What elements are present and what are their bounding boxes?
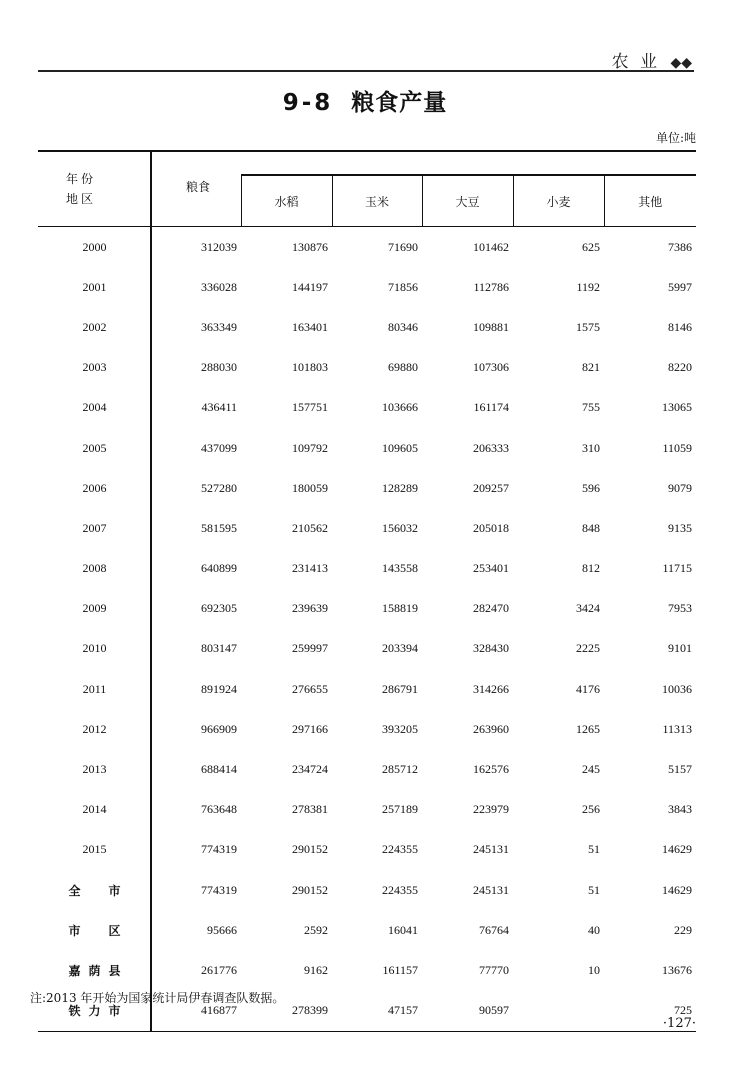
table-cell: 206333 <box>473 440 509 455</box>
table-cell: 51 <box>588 842 600 857</box>
table-cell: 163401 <box>292 319 328 334</box>
table-cell: 10036 <box>662 681 693 696</box>
table-cell: 210562 <box>292 520 328 535</box>
header-rule <box>38 70 694 72</box>
table-cell: 527280 <box>151 468 241 508</box>
table-cell: 162576 <box>473 762 509 777</box>
row-label: 2009 <box>82 601 107 616</box>
table-cell: 77770 <box>479 962 509 977</box>
table-cell: 245 <box>582 762 600 777</box>
column-header-other: 其他 <box>604 175 696 227</box>
row-label: 2010 <box>82 641 107 656</box>
table-cell: 239639 <box>292 601 328 616</box>
table-cell: 314266 <box>473 681 509 696</box>
table-cell: 71856 <box>388 279 418 294</box>
table-cell: 11313 <box>662 721 693 736</box>
table-cell: 95666 <box>151 910 241 950</box>
diamond-icon: ◆◆ <box>670 55 692 71</box>
stub-year-label: 年 份 <box>66 172 94 186</box>
table-row <box>38 549 696 589</box>
table-cell: 13676 <box>662 962 693 977</box>
table-cell: 278381 <box>292 802 328 817</box>
table-cell: 103666 <box>382 400 418 415</box>
table-cell: 9079 <box>668 480 693 495</box>
table-cell: 112786 <box>473 279 509 294</box>
table-cell: 436411 <box>151 388 241 428</box>
table-row <box>38 910 696 950</box>
table-cell: 2592 <box>304 922 328 937</box>
table-cell: 14629 <box>662 842 693 857</box>
row-label: 2006 <box>82 480 107 495</box>
table-cell: 259997 <box>292 641 328 656</box>
stub-header <box>38 151 151 227</box>
table-cell: 966909 <box>151 709 241 749</box>
table-cell: 7386 <box>668 239 693 254</box>
grain-output-table <box>38 150 696 1032</box>
table-cell: 11715 <box>662 561 693 576</box>
table-cell: 7953 <box>668 601 693 616</box>
table-cell: 282470 <box>473 601 509 616</box>
table-cell: 76764 <box>479 922 509 937</box>
table-cell: 821 <box>582 360 600 375</box>
region-label-text: 嘉荫县 <box>68 963 121 978</box>
table-cell: 3424 <box>576 601 600 616</box>
table-cell: 2225 <box>576 641 600 656</box>
table-cell: 101803 <box>292 360 328 375</box>
table-cell: 755 <box>582 400 600 415</box>
table-cell: 161157 <box>382 962 418 977</box>
table-cell: 9135 <box>668 520 693 535</box>
table-cell: 688414 <box>151 749 241 789</box>
table-cell: 14629 <box>662 882 693 897</box>
table-cell: 231413 <box>292 561 328 576</box>
row-label: 2007 <box>82 520 107 535</box>
column-header-corn: 玉米 <box>332 175 422 227</box>
region-label-text: 全 市 <box>68 883 121 898</box>
section-title: 农 业 <box>611 52 661 72</box>
table-cell: 437099 <box>151 428 241 468</box>
region-label-text: 铁力市 <box>68 1004 121 1019</box>
table-cell: 180059 <box>292 480 328 495</box>
row-label: 2014 <box>82 802 107 817</box>
table-cell: 256 <box>582 802 600 817</box>
table-cell: 9162 <box>304 962 328 977</box>
table-cell: 1265 <box>576 721 600 736</box>
table-cell: 285712 <box>382 762 418 777</box>
table-cell: 109792 <box>292 440 328 455</box>
table-cell: 229 <box>674 922 693 937</box>
table-cell: 393205 <box>382 721 418 736</box>
table-cell: 263960 <box>473 721 509 736</box>
table-cell: 234724 <box>292 762 328 777</box>
table-cell: 10 <box>588 962 600 977</box>
row-label: 2011 <box>82 681 107 696</box>
row-label: 2000 <box>82 239 107 254</box>
table-cell: 312039 <box>151 227 241 268</box>
table-row <box>38 508 696 548</box>
table-row <box>38 830 696 870</box>
table-row <box>38 428 696 468</box>
table-cell: 203394 <box>382 641 418 656</box>
table-cell: 107306 <box>473 360 509 375</box>
table-cell: 9101 <box>668 641 693 656</box>
table-cell: 297166 <box>292 721 328 736</box>
table-row <box>38 348 696 388</box>
table-row <box>38 669 696 709</box>
table-cell: 101462 <box>473 239 509 254</box>
table-row <box>38 790 696 830</box>
table-cell <box>513 991 604 1032</box>
header-top-band <box>241 151 696 175</box>
row-label: 2001 <box>82 279 107 294</box>
table-cell: 581595 <box>151 508 241 548</box>
table-cell: 90597 <box>422 991 513 1032</box>
table-cell: 13065 <box>662 400 693 415</box>
table-cell: 3843 <box>668 802 693 817</box>
row-label <box>38 950 151 990</box>
table-row <box>38 629 696 669</box>
table-row <box>38 589 696 629</box>
table-cell: 848 <box>582 520 600 535</box>
row-label: 2008 <box>82 561 107 576</box>
table-cell: 143558 <box>382 561 418 576</box>
table-cell: 763648 <box>151 790 241 830</box>
table-title: 粮食产量 <box>351 90 448 116</box>
row-label: 2005 <box>82 440 107 455</box>
table-cell: 261776 <box>151 950 241 990</box>
footnote: 注:2013 年开始为国家统计局伊春调查队数据。 <box>30 991 285 1005</box>
column-header-rice: 水稻 <box>241 175 332 227</box>
table-cell: 51 <box>588 882 600 897</box>
table-cell: 11059 <box>662 440 693 455</box>
table-cell: 253401 <box>473 561 509 576</box>
table-cell: 161174 <box>473 400 509 415</box>
table-cell: 328430 <box>473 641 509 656</box>
table-cell: 812 <box>582 561 600 576</box>
table-row <box>38 870 696 910</box>
table-cell: 363349 <box>151 307 241 347</box>
row-label: 2013 <box>82 762 107 777</box>
table-cell: 625 <box>582 239 600 254</box>
table-cell: 803147 <box>151 629 241 669</box>
table-row <box>38 227 696 268</box>
table-cell: 47157 <box>332 991 422 1032</box>
table-cell: 209257 <box>473 480 509 495</box>
table-cell: 725 <box>604 991 696 1032</box>
table-cell: 144197 <box>292 279 328 294</box>
section-header <box>612 47 692 72</box>
table-body <box>38 227 696 1032</box>
table-cell: 205018 <box>473 520 509 535</box>
table-cell: 336028 <box>151 267 241 307</box>
column-header-soybean: 大豆 <box>422 175 513 227</box>
region-label-text: 市 区 <box>68 923 121 938</box>
row-label: 2002 <box>82 319 107 334</box>
table-cell: 286791 <box>382 681 418 696</box>
table-cell: 288030 <box>151 348 241 388</box>
table-cell: 1192 <box>576 279 600 294</box>
table-cell: 109605 <box>382 440 418 455</box>
table-row <box>38 388 696 428</box>
table-cell: 109881 <box>473 319 509 334</box>
column-header-wheat: 小麦 <box>513 175 604 227</box>
table-cell: 596 <box>582 480 600 495</box>
table-cell: 416877 <box>151 991 241 1032</box>
table-row <box>38 709 696 749</box>
row-label: 2015 <box>82 842 107 857</box>
table-cell: 40 <box>588 922 600 937</box>
table-cell: 640899 <box>151 549 241 589</box>
table-cell: 8146 <box>668 319 693 334</box>
grain-column-header: 粮食 <box>151 151 241 227</box>
table-cell: 1575 <box>576 319 600 334</box>
table-cell: 5997 <box>668 279 693 294</box>
table-cell: 5157 <box>668 762 693 777</box>
page-title <box>0 84 730 117</box>
table-row <box>38 950 696 990</box>
table-cell: 223979 <box>473 802 509 817</box>
table-cell: 128289 <box>382 480 418 495</box>
row-label <box>38 870 151 910</box>
table-cell: 157751 <box>292 400 328 415</box>
table-cell: 290152 <box>292 842 328 857</box>
table-cell: 80346 <box>388 319 418 334</box>
table-cell: 276655 <box>292 681 328 696</box>
table-cell: 692305 <box>151 589 241 629</box>
table-cell: 257189 <box>382 802 418 817</box>
table-cell: 278399 <box>241 991 332 1032</box>
table-cell: 774319 <box>151 830 241 870</box>
page-number: ·127· <box>662 1016 696 1031</box>
table-cell: 224355 <box>382 882 418 897</box>
table-cell: 290152 <box>292 882 328 897</box>
table-cell: 158819 <box>382 601 418 616</box>
table-cell: 774319 <box>151 870 241 910</box>
table-number: 9-8 <box>282 90 334 116</box>
table-cell: 156032 <box>382 520 418 535</box>
table-cell: 69880 <box>388 360 418 375</box>
table-row <box>38 468 696 508</box>
table-row <box>38 307 696 347</box>
row-label: 2003 <box>82 360 107 375</box>
stub-region-label: 地 区 <box>66 192 94 206</box>
table-cell: 245131 <box>473 882 509 897</box>
table-cell: 71690 <box>388 239 418 254</box>
table-cell: 8220 <box>668 360 693 375</box>
table-cell: 245131 <box>473 842 509 857</box>
table-cell: 4176 <box>576 681 600 696</box>
unit-label: 单位:吨 <box>655 131 696 145</box>
row-label: 2012 <box>82 721 107 736</box>
row-label <box>38 910 151 950</box>
table-cell: 310 <box>582 440 600 455</box>
table-cell: 224355 <box>382 842 418 857</box>
row-label: 2004 <box>82 400 107 415</box>
table-cell: 16041 <box>388 922 418 937</box>
table-row <box>38 749 696 789</box>
table-cell: 891924 <box>151 669 241 709</box>
table-cell: 130876 <box>292 239 328 254</box>
table-row <box>38 267 696 307</box>
